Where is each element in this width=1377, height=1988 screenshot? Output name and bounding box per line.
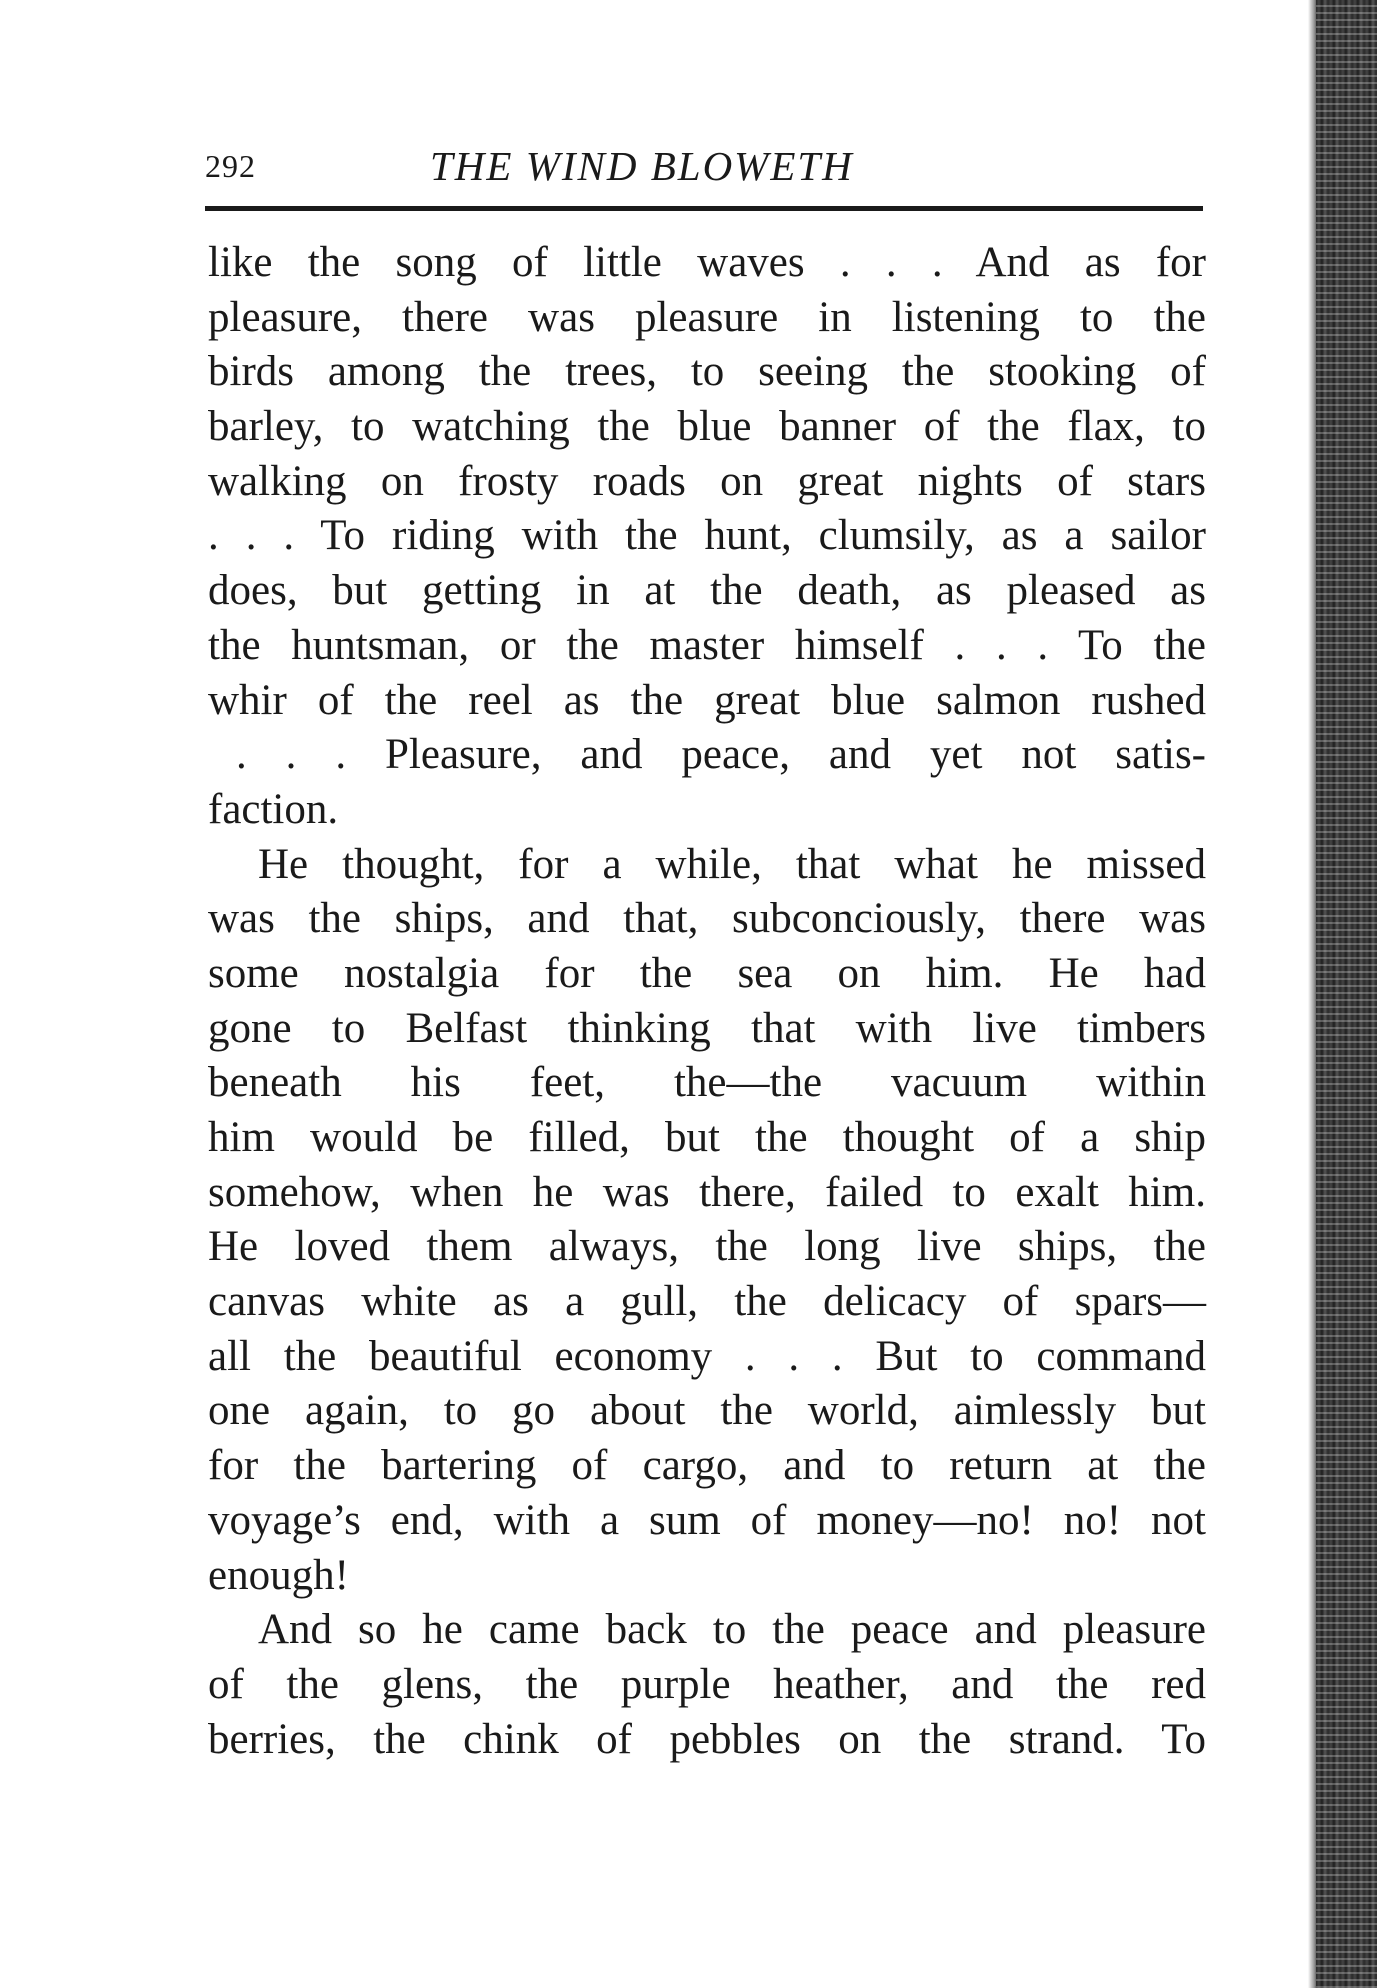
text-line: does, but getting in at the death, as pleased as: [208, 567, 1206, 615]
text-line: for the bartering of cargo, and to return at the: [208, 1442, 1206, 1490]
text-line: somehow, when he was there, failed to exalt him.: [208, 1168, 1206, 1216]
text-line: canvas white as a gull, the delicacy of spars—: [208, 1278, 1206, 1326]
text-line: faction.: [208, 785, 339, 833]
text-line: berries, the chink of pebbles on the strand. To: [208, 1715, 1206, 1763]
text-line: one again, to go about the world, aimlessly but: [208, 1387, 1206, 1435]
text-line: birds among the trees, to seeing the stooking of: [208, 348, 1206, 396]
text-line: was the ships, and that, subconciously, there was: [208, 895, 1206, 943]
text-line: gone to Belfast thinking that with live timbers: [208, 1004, 1206, 1052]
text-line: all the beautiful economy . . . But to command: [208, 1332, 1206, 1380]
text-line: like the song of little waves . . . And as for: [208, 239, 1206, 286]
book-spine-edge: [1316, 0, 1377, 1988]
text-line: He loved them always, the long live ships, the: [208, 1223, 1206, 1271]
text-line: whir of the reel as the great blue salmon rushed: [208, 676, 1206, 724]
text-line: walking on frosty roads on great nights of stars: [208, 457, 1206, 505]
text-line: . . . To riding with the hunt, clumsily, as a sailor: [208, 512, 1206, 560]
running-title: THE WIND BLOWETH: [430, 143, 854, 189]
text-line: beneath his feet, the—the vacuum within: [208, 1059, 1206, 1107]
text-line: . . . Pleasure, and peace, and yet not satis-: [236, 731, 1206, 779]
running-head: [205, 142, 1205, 202]
paragraph-start-line: He thought, for a while, that what he missed: [258, 840, 1206, 888]
page-number: 292: [205, 148, 256, 184]
paragraph-start-line: And so he came back to the peace and pleasure: [258, 1606, 1206, 1654]
text-line: barley, to watching the blue banner of the flax, to: [208, 403, 1206, 451]
body-text: [208, 236, 1206, 1767]
text-line: pleasure, there was pleasure in listening to the: [208, 293, 1206, 341]
header-rule: [205, 206, 1203, 211]
text-line: some nostalgia for the sea on him. He had: [208, 949, 1206, 997]
text-line: of the glens, the purple heather, and the red: [208, 1660, 1206, 1708]
text-line: him would be filled, but the thought of a ship: [208, 1114, 1206, 1161]
text-line: enough!: [208, 1551, 349, 1599]
text-line: voyage’s end, with a sum of money—no! no! not: [208, 1496, 1206, 1544]
text-line: the huntsman, or the master himself . . . To the: [208, 621, 1206, 669]
